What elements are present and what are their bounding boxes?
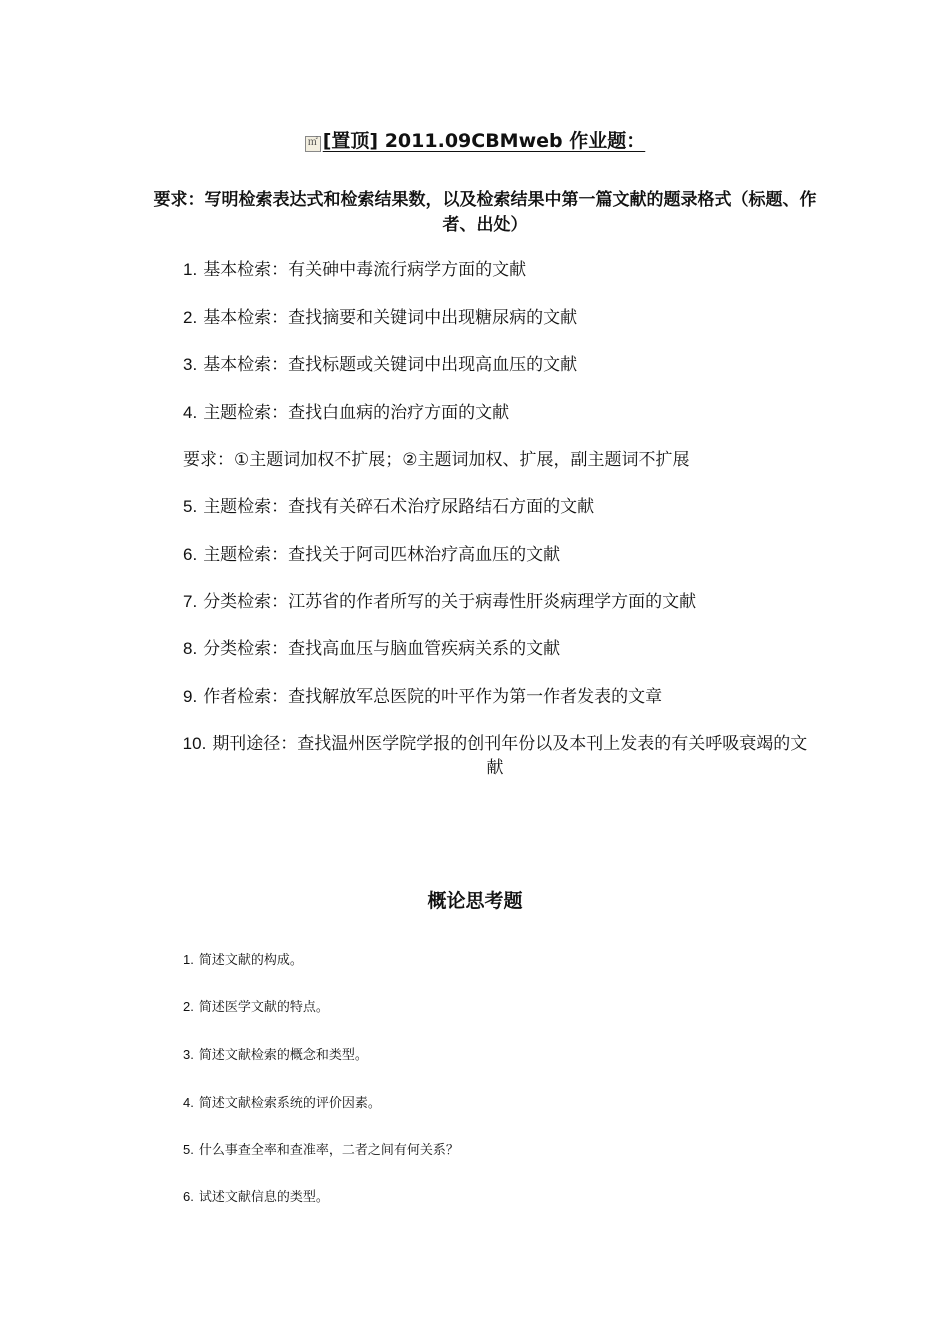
- question-number: 1.: [183, 952, 194, 967]
- task-number: 10.: [182, 734, 207, 753]
- task-text: 期刊途径：查找温州医学院学报的创刊年份以及本刊上发表的有关呼吸衰竭的文献: [212, 734, 808, 778]
- question-item: [183, 998, 329, 1017]
- pinned-post-icon: ㎡: [305, 136, 321, 152]
- question-text: 什么事查全率和查准率，二者之间有何关系？: [198, 1143, 459, 1158]
- question-item: [183, 1141, 459, 1160]
- task-text: 主题检索：查找有关碎石术治疗尿路结石方面的文献: [203, 497, 595, 517]
- document-title-text: [置顶] 2011.09CBMweb 作业题：: [322, 130, 646, 152]
- question-item: [183, 951, 303, 970]
- task-number: 4.: [183, 403, 198, 422]
- task-text: 主题检索：查找关于阿司匹林治疗高血压的文献: [203, 545, 561, 565]
- task-number: 9.: [183, 687, 198, 706]
- task-item: [183, 495, 594, 519]
- task-subrequirement: [183, 448, 689, 472]
- task-text: 分类检索：查找高血压与脑血管疾病关系的文献: [203, 639, 561, 659]
- task-item: [183, 543, 560, 567]
- task-item: [180, 732, 810, 780]
- question-number: 5.: [183, 1142, 194, 1157]
- task-item: [183, 685, 662, 709]
- question-number: 4.: [183, 1095, 194, 1110]
- task-text: 作者检索：查找解放军总医院的叶平作为第一作者发表的文章: [203, 687, 663, 707]
- task-item: [183, 590, 696, 614]
- question-item: [183, 1094, 381, 1113]
- question-text: 简述文献的构成。: [198, 953, 303, 968]
- task-number: 5.: [183, 497, 198, 516]
- task-text: 分类检索：江苏省的作者所写的关于病毒性肝炎病理学方面的文献: [203, 592, 697, 612]
- task-text: 基本检索：查找摘要和关键词中出现糖尿病的文献: [203, 308, 578, 328]
- question-item: [183, 1046, 368, 1065]
- question-number: 3.: [183, 1047, 194, 1062]
- task-item: [183, 306, 577, 330]
- task-text: 基本检索：有关砷中毒流行病学方面的文献: [203, 260, 527, 280]
- question-item: [183, 1188, 329, 1207]
- document-title: [0, 128, 950, 154]
- task-text: 要求：①主题词加权不扩展；②主题词加权、扩展，副主题词不扩展: [183, 450, 690, 470]
- task-number: 1.: [183, 260, 198, 279]
- task-number: 3.: [183, 355, 198, 374]
- question-text: 简述文献检索系统的评价因素。: [198, 1096, 381, 1111]
- question-text: 试述文献信息的类型。: [198, 1190, 329, 1205]
- task-item: [183, 401, 509, 425]
- question-text: 简述文献检索的概念和类型。: [198, 1048, 368, 1063]
- task-text: 主题检索：查找白血病的治疗方面的文献: [203, 403, 510, 423]
- task-number: 6.: [183, 545, 198, 564]
- task-item: [183, 258, 526, 282]
- task-number: 7.: [183, 592, 198, 611]
- section-title: 概论思考题: [427, 890, 523, 912]
- task-item: [183, 353, 577, 377]
- task-text: 基本检索：查找标题或关键词中出现高血压的文献: [203, 355, 578, 375]
- question-number: 6.: [183, 1189, 194, 1204]
- task-number: 8.: [183, 639, 198, 658]
- question-text: 简述医学文献的特点。: [198, 1000, 329, 1015]
- question-number: 2.: [183, 999, 194, 1014]
- task-item: [183, 637, 560, 661]
- task-number: 2.: [183, 308, 198, 327]
- requirement-paragraph: 要求：写明检索表达式和检索结果数，以及检索结果中第一篇文献的题录格式（标题、作者、出处）: [153, 190, 817, 235]
